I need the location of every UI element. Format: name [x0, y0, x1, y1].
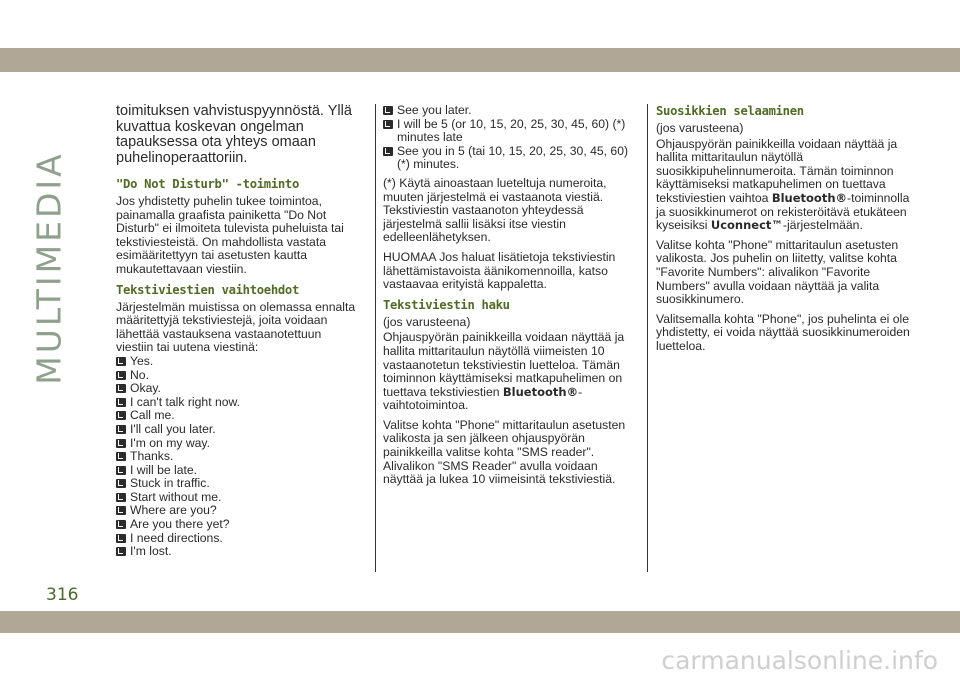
- list-item: I will be 5 (or 10, 15, 20, 25, 30, 45, 60) (*) minutes late: [383, 118, 635, 145]
- header-band: [0, 48, 960, 72]
- heading-do-not-disturb: "Do Not Disturb" -toiminto: [116, 177, 299, 191]
- list-item: I'll call you later.: [116, 423, 358, 437]
- checkbox-icon: [116, 425, 126, 434]
- paragraph-favorites: Ohjauspyörän painikkeilla voidaan näyttää ja hallita mittaritaulun näytöllä suosikkipuhelinnumeroita. Tämän toiminnon käyttämiseksi matkapuhelimen on tuettava tekstiviestien vaihtoa Bluetooth®-toiminnolla ja suosikkinumerot on rekisteröitävä etukäteen kyseisiksi Uconnect™-järjestelmään.: [656, 136, 910, 233]
- page-number: 316: [46, 585, 79, 605]
- checkbox-icon: [383, 120, 393, 129]
- paragraph-huomaa: HUOMAA Jos haluat lisätietoja tekstiviestin lähettämistavoista äänikomennoilla, katso vastaavaa erityistä kappaletta.: [383, 249, 616, 292]
- list-item: Okay.: [116, 382, 358, 396]
- checkbox-icon: [116, 506, 126, 515]
- list-item: Thanks.: [116, 450, 358, 464]
- list-item: Yes.: [116, 355, 358, 369]
- list-item: I can't talk right now.: [116, 396, 358, 410]
- bluetooth-term: Bluetooth®: [771, 190, 848, 205]
- message-list-2: [383, 104, 635, 172]
- checkbox-icon: [383, 147, 393, 156]
- checkbox-icon: [116, 371, 126, 380]
- checkbox-icon: [116, 534, 126, 543]
- list-item: No.: [116, 369, 358, 383]
- list-item: Where are you?: [116, 504, 358, 518]
- checkbox-icon: [116, 384, 126, 393]
- footer-band: [0, 611, 960, 633]
- column-2: [383, 104, 635, 493]
- checkbox-icon: [116, 520, 126, 529]
- column-divider: [375, 104, 376, 572]
- list-item: Stuck in traffic.: [116, 477, 358, 491]
- intro-paragraph: toimituksen vahvistuspyynnöstä. Yllä kuvattua koskevan ongelman tapauksessa ota yhteys omaan puhelinoperaattoriin.: [116, 103, 352, 166]
- list-item: I'm on my way.: [116, 437, 358, 451]
- checkbox-icon: [116, 466, 126, 475]
- column-divider: [647, 104, 648, 572]
- column-3: [656, 104, 918, 360]
- paragraph-note: (*) Käytä ainoastaan lueteltuja numeroita, muuten järjestelmä ei vastaanota viestiä. Tekstiviestin vastaanoton yhteydessä järjestelmä sallii lisäksi itse viestin edelleenlähetyksen.: [383, 175, 607, 245]
- watermark-text: carmanualsonline.info: [661, 646, 938, 675]
- bluetooth-term: Bluetooth®: [502, 384, 579, 399]
- heading-message-search: Tekstiviestin haku: [383, 297, 510, 312]
- checkbox-icon: [116, 357, 126, 366]
- list-item: Start without me.: [116, 491, 358, 505]
- checkbox-icon: [116, 452, 126, 461]
- paragraph-message-options: Järjestelmän muistissa on olemassa ennalta määritettyjä tekstiviestejä, joita voidaan lähettää vastauksena vastaanotettuun viestiin tai uutena viestinä:: [116, 299, 356, 355]
- checkbox-icon: [116, 479, 126, 488]
- message-list-1: [116, 355, 358, 559]
- heading-message-options: Tekstiviestien vaihtoehdot: [116, 282, 299, 297]
- checkbox-icon: [383, 106, 393, 115]
- checkbox-icon: [116, 439, 126, 448]
- list-item: I'm lost.: [116, 545, 358, 559]
- list-item: Call me.: [116, 409, 358, 423]
- list-item: See you in 5 (tai 10, 15, 20, 25, 30, 45, 60) (*) minutes.: [383, 145, 635, 172]
- column-1: [116, 104, 358, 564]
- heading-favorites: Suosikkien selaaminen: [656, 104, 804, 118]
- list-item: Are you there yet?: [116, 518, 358, 532]
- paragraph-sms-reader: Valitse kohta "Phone" mittaritaulun asetusten valikosta ja sen jälkeen ohjauspyörän painikkeilla valitse kohta "SMS reader". Alivalikon "SMS Reader" avulla voidaan näyttää ja lukea 10 viimeisintä tekstiviestiä.: [383, 417, 626, 487]
- checkbox-icon: [116, 547, 126, 556]
- subheading-if-equipped: (jos varusteena): [383, 314, 471, 329]
- section-side-label: MULTIMEDIA: [29, 151, 69, 385]
- list-item: I will be late.: [116, 464, 358, 478]
- subheading-if-equipped: (jos varusteena): [656, 121, 744, 135]
- checkbox-icon: [116, 398, 126, 407]
- list-item: See you later.: [383, 104, 635, 118]
- list-item: I need directions.: [116, 532, 358, 546]
- uconnect-term: Uconnect™: [710, 218, 783, 233]
- paragraph-do-not-disturb: Jos yhdistetty puhelin tukee toimintoa, painamalla graafista painiketta "Do Not Disturb" ei ilmoiteta tulevista puheluista tai tekstiviesteistä. On mahdollista vastata esimääritettyyn tai asetusten kautta mukautettavaan viestiin.: [116, 194, 344, 276]
- checkbox-icon: [116, 411, 126, 420]
- paragraph-message-search: Ohjauspyörän painikkeilla voidaan näyttää ja hallita mittaritaulun näytöllä viimeisten 10 vastaanotetun tekstiviestin luetteloa. Tämän toiminnon käyttämiseksi matkapuhelimen on tuettava tekstiviestien Bluetooth®-vaihtotoimintoa.: [383, 330, 625, 413]
- paragraph-no-phone: Valitsemalla kohta "Phone", jos puhelinta ei ole yhdistetty, ei voida näyttää suosikkinumeroiden luetteloa.: [656, 311, 910, 353]
- checkbox-icon: [116, 493, 126, 502]
- paragraph-favorite-numbers: Valitse kohta "Phone" mittaritaulun asetusten valikosta. Jos puhelin on liitetty, valitse kohta "Favorite Numbers": alivalikon "Favorite Numbers" avulla voidaan näyttää ja valita suosikkinumero.: [656, 237, 899, 307]
